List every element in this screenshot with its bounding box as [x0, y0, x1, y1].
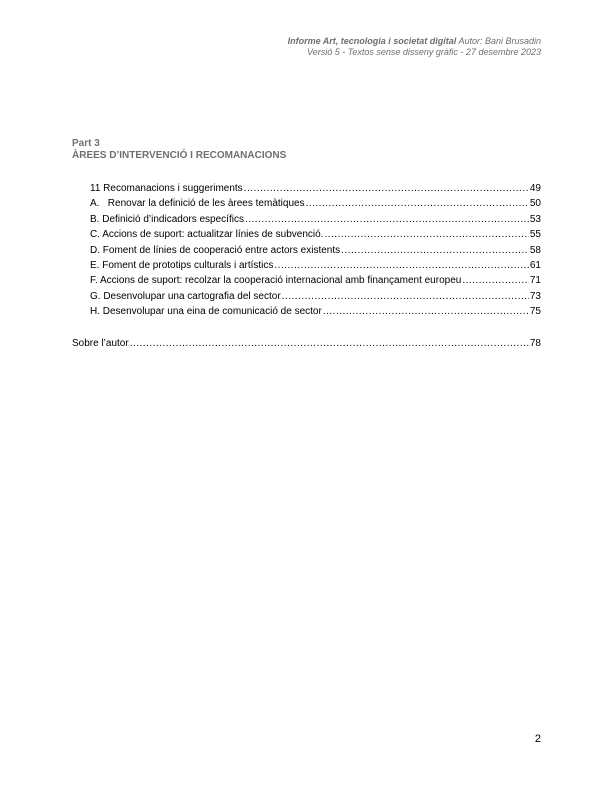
toc-entry-page: 53 — [529, 213, 541, 225]
toc-entry-page: 78 — [529, 338, 541, 349]
page-header — [288, 36, 541, 58]
toc-entry-label: F. Accions de suport: recolzar la cooperació internacional amb finançament europeu — [90, 275, 462, 287]
toc-entry-label: D. Foment de línies de cooperació entre actors existents — [90, 244, 341, 256]
part-heading: ÀREES D’INTERVENCIÓ I RECOMANACIONS — [72, 150, 287, 161]
toc-entry[interactable] — [90, 304, 541, 319]
page-number: 2 — [534, 733, 541, 745]
toc-entry-label: Sobre l’autor — [72, 338, 129, 349]
toc-entry[interactable] — [90, 243, 541, 258]
part-heading-block — [72, 138, 286, 162]
report-author: Autor: Bani Brusadin — [458, 36, 541, 46]
toc-entry[interactable] — [90, 289, 541, 304]
report-title: Informe Art, tecnologia i societat digital — [287, 36, 457, 46]
toc-entry-label: 11 Recomanacions i suggeriments — [90, 183, 243, 194]
toc-entry-page: 73 — [529, 290, 541, 302]
toc-entry-page: 58 — [529, 244, 541, 256]
toc-leader-dots — [462, 273, 529, 288]
toc-leader-dots — [341, 243, 529, 258]
toc-entry[interactable] — [90, 258, 541, 273]
toc-entry-label: H. Desenvolupar una eina de comunicació de sector — [90, 306, 322, 318]
table-of-contents — [90, 181, 541, 320]
toc-entry[interactable] — [90, 227, 541, 242]
toc-entry[interactable] — [90, 273, 541, 288]
toc-leader-dots — [130, 336, 529, 351]
toc-entry-page: 50 — [529, 198, 541, 210]
toc-entry-label: G. Desenvolupar una cartografia del sector — [90, 290, 281, 302]
report-version: Versió 5 - Textos sense disseny gràfic - 27 desembre 2023 — [307, 47, 541, 57]
toc-leader-dots — [244, 181, 529, 196]
toc-entry-page: 55 — [529, 229, 541, 241]
toc-entry-page: 61 — [529, 259, 541, 271]
toc-entry[interactable] — [90, 181, 541, 196]
toc-entry-label: A. Renovar la definició de les àrees temàtiques — [90, 198, 305, 210]
toc-leader-dots — [282, 289, 529, 304]
toc-entry-page: 49 — [529, 183, 541, 194]
toc-entry[interactable] — [90, 212, 541, 227]
toc-entry-label: E. Foment de prototips culturals i artístics — [90, 259, 274, 271]
toc-entry[interactable] — [90, 196, 541, 211]
toc-about-section — [72, 336, 541, 351]
toc-entry-label: B. Definició d’indicadors específics — [90, 213, 244, 225]
toc-leader-dots — [274, 258, 528, 273]
toc-leader-dots — [323, 304, 529, 319]
toc-leader-dots — [324, 227, 528, 242]
toc-entry-page: 75 — [529, 306, 541, 318]
header-line-1 — [288, 36, 541, 47]
part-label: Part 3 — [72, 138, 100, 149]
toc-leader-dots — [245, 212, 529, 227]
toc-leader-dots — [306, 196, 529, 211]
toc-entry-page: 71 — [529, 275, 541, 287]
toc-entry-label: C. Accions de suport: actualitzar línies de subvenció. — [90, 229, 324, 241]
toc-entry-about[interactable] — [72, 336, 541, 351]
